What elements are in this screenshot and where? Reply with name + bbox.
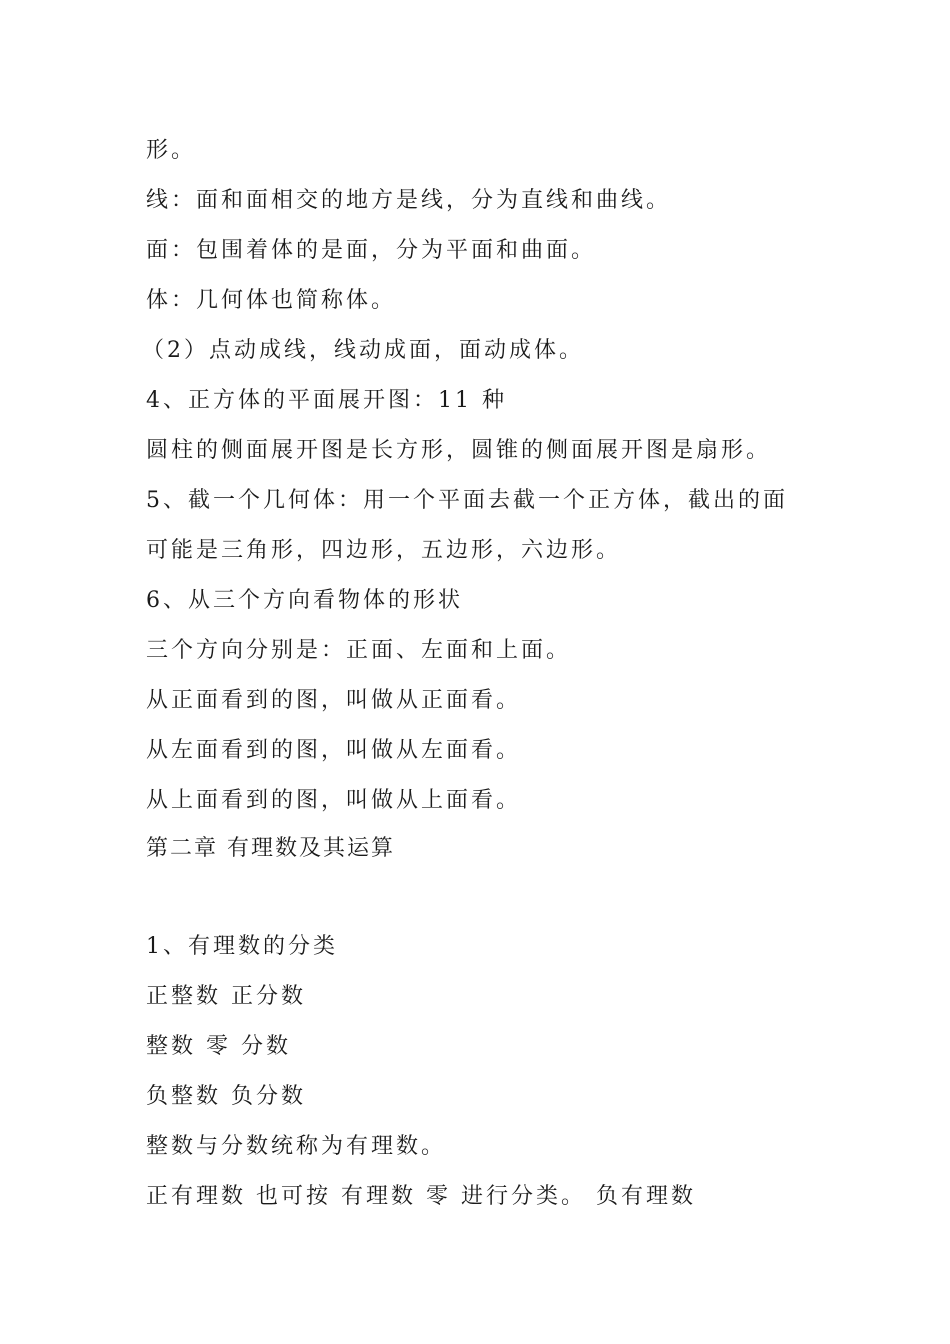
text-line: 体：几何体也简称体。: [146, 288, 397, 313]
text-line: 从左面看到的图，叫做从左面看。: [146, 738, 522, 763]
text-line: 三个方向分别是：正面、左面和上面。: [146, 638, 572, 663]
text-line: 形。: [146, 138, 197, 163]
classification-line: 正整数 正分数: [146, 984, 306, 1009]
text-line: 可能是三角形，四边形，五边形，六边形。: [146, 538, 622, 563]
text-line: 5、截一个几何体：用一个平面去截一个正方体，截出的面: [146, 488, 788, 513]
text-line: 面：包围着体的是面，分为平面和曲面。: [146, 238, 597, 263]
classification-line: 整数 零 分数: [146, 1034, 291, 1059]
classification-line: 正有理数 也可按 有理数 零 进行分类。 负有理数: [146, 1184, 696, 1209]
text-line: 从上面看到的图，叫做从上面看。: [146, 788, 522, 813]
text-line: 线：面和面相交的地方是线，分为直线和曲线。: [146, 188, 672, 213]
text-line: 圆柱的侧面展开图是长方形，圆锥的侧面展开图是扇形。: [146, 438, 772, 463]
chapter-title: 第二章 有理数及其运算: [146, 836, 395, 861]
classification-line: 负整数 负分数: [146, 1084, 306, 1109]
text-line: 从正面看到的图，叫做从正面看。: [146, 688, 522, 713]
section-heading: 6、从三个方向看物体的形状: [146, 588, 463, 613]
text-line: 4、正方体的平面展开图：11 种: [146, 388, 507, 413]
text-line: （2）点动成线，线动成面，面动成体。: [142, 338, 584, 363]
section-heading: 1、有理数的分类: [146, 934, 338, 959]
text-line: 整数与分数统称为有理数。: [146, 1134, 447, 1159]
